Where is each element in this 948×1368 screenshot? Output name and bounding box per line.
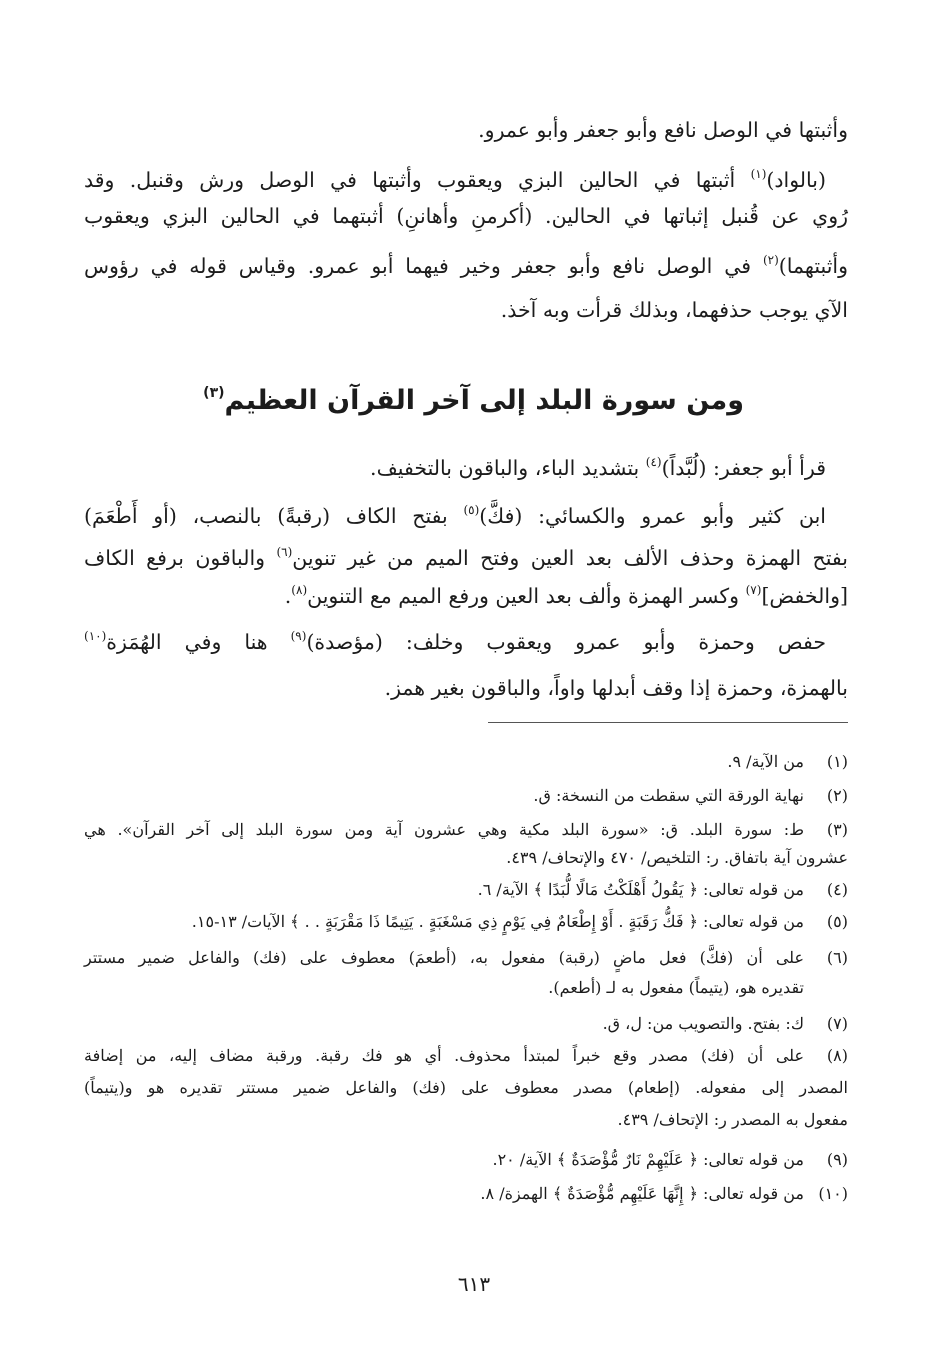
text: بالهمزة، وحمزة إذا وقف أبدلها واواً، والباقون بغير همز. <box>384 676 848 700</box>
paragraph-4-line-1 <box>84 504 826 527</box>
footnote-ref[interactable]: (٤) <box>645 455 662 469</box>
footnote-text: تقديره هو، (يتيماً) مفعول به لـ (أطعم). <box>548 978 804 997</box>
footnote-text: ط: سورة البلد. ق: «سورة البلد مكية وهي عشرون آية ومن سورة البلد إلى آخر القرآن». هي <box>84 820 804 839</box>
text: وأثبتها في الوصل نافع وأبو جعفر وأبو عمرو. <box>478 118 848 142</box>
footnote-number: (٧) <box>826 1014 848 1033</box>
text: وكسر الهمزة وألف بعد العين ورفع الميم مع التنوين <box>307 584 746 608</box>
heading-text: ومن سورة البلد إلى آخر القرآن العظيم <box>224 385 744 416</box>
footnote-ref[interactable]: (٣) <box>203 385 225 401</box>
footnote-text: من قوله تعالى: ﴿ فَكُّ رَقَبَةٍ . أَوْ إِطْعَامٌ فِي يَوْمٍ ذِي مَسْغَبَةٍ . يَتِيمًا ذَا مَقْرَبَةٍ . . ﴾ الآيات/ ١٣-١٥. <box>191 912 804 931</box>
text: بفتح الكاف (رقبةً) بالنصب، (أو أَطْعَمَ) <box>84 504 464 528</box>
footnote-ref[interactable]: (٩) <box>290 629 307 643</box>
paragraph-5-line-2 <box>84 678 848 699</box>
text: في الوصل نافع وأبو جعفر وخير فيهما أبو عمرو. وقياس قوله في رؤوس <box>84 254 763 278</box>
footnote-divider <box>488 722 848 723</box>
footnote-text: مفعول به المصدر ر: الإتحاف/ ٤٣٩. <box>617 1110 848 1129</box>
footnote-text: من قوله تعالى: ﴿ يَقُولُ أَهْلَكْتُ مَالًا لُّبَدًا ﴾ الآية/ ٦. <box>477 880 804 899</box>
paragraph-2-line-2 <box>84 206 848 227</box>
text: بتشديد الباء، والباقون بالتخفيف. <box>370 456 646 480</box>
paragraph-2-line-1 <box>84 168 826 191</box>
footnote-number: (٤) <box>826 880 848 899</box>
footnote-number: (٦) <box>826 948 848 967</box>
footnote-ref[interactable]: (٢) <box>762 253 779 267</box>
text: رُوي عن قُنبل إثباتها في الحالين. (أكرمنِ وأهاننِ) أثبتهما في الحالين البزي ويعقوب <box>84 204 848 228</box>
footnote-text: على أن (فك) مصدر وقع خبراً لمبتدأ محذوف. أي هو فك رقبة. ورقبة مضاف إليه، من إضافة <box>84 1046 804 1065</box>
footnote-number: (٩) <box>826 1150 848 1169</box>
footnote-ref[interactable]: (١) <box>750 167 767 181</box>
footnote-text: المصدر إلى مفعوله. (إطعام) مصدر معطوف على (فك) والفاعل ضمير مستتر تقديره هو و(يتيماً) <box>84 1078 848 1097</box>
footnote-number: (٥) <box>826 912 848 931</box>
text: ابن كثير وأبو عمرو والكسائي: (فكَّ) <box>479 504 826 528</box>
paragraph-4-line-2 <box>84 546 848 569</box>
text: . <box>284 584 292 608</box>
footnote-number: (٣) <box>826 820 848 839</box>
paragraph-3-line-1 <box>84 456 826 479</box>
paragraph-2-line-4 <box>84 300 848 321</box>
text: قرأ أبو جعفر: (لُبَّداً) <box>661 456 826 480</box>
paragraph-4-line-3 <box>84 584 848 607</box>
text: هنا وفي الهُمَزة <box>106 630 291 654</box>
footnote-text: ك: بفتح. والتصويب من: ل، ق. <box>602 1014 804 1033</box>
text: [والخفض] <box>761 584 848 608</box>
footnote-number: (١) <box>826 752 848 771</box>
footnote-number: (٢) <box>826 786 848 805</box>
footnote-text: على أن (فكَّ) فعل ماضٍ (رقبة) مفعول به، (أطعمَ) معطوف على (فك) والفاعل ضمير مستتر <box>84 948 804 967</box>
text: وأثبتهما) <box>778 254 848 278</box>
footnote-ref[interactable]: (٨) <box>291 583 308 597</box>
footnote-number: (١٠) <box>818 1184 848 1203</box>
text: بفتح الهمزة وحذف الألف بعد العين وفتح الميم من غير تنوين <box>292 546 848 570</box>
footnote-text: عشرون آية باتفاق. ر: التلخيص/ ٤٧٠ والإتحاف/ ٤٣٩. <box>506 848 848 867</box>
text: حفص وحمزة وأبو عمرو ويعقوب وخلف: (مؤصدة) <box>306 630 826 654</box>
footnote-ref[interactable]: (٧) <box>745 583 762 597</box>
footnote-text: نهاية الورقة التي سقطت من النسخة: ق. <box>533 786 804 805</box>
paragraph-5-line-1 <box>84 630 826 653</box>
footnote-number: (٨) <box>826 1046 848 1065</box>
text: أثبتها في الحالين البزي ويعقوب وأثبتها في الوصل ورش وقنبل. وقد <box>84 168 751 192</box>
footnote-text: من قوله تعالى: ﴿ إِنَّهَا عَلَيْهِم مُّؤْصَدَةٌ ﴾ الهمزة/ ٨. <box>480 1184 804 1203</box>
footnote-ref[interactable]: (١٠) <box>84 629 107 643</box>
footnote-ref[interactable]: (٦) <box>276 545 293 559</box>
text: (بالواد) <box>766 168 826 192</box>
footnote-text: من الآية/ ٩. <box>727 752 804 771</box>
text: والباقون برفع الكاف <box>84 546 277 570</box>
paragraph-2-line-3 <box>84 254 848 277</box>
page-number: ٦١٣ <box>457 1272 491 1296</box>
text: الآي يوجب حذفهما، وبذلك قرأت وبه آخذ. <box>500 298 848 322</box>
footnote-ref[interactable]: (٥) <box>463 503 480 517</box>
section-heading <box>203 386 744 414</box>
footnote-text: من قوله تعالى: ﴿ عَلَيْهِمْ نَارٌ مُّؤْصَدَةٌ ﴾ الآية/ ٢٠. <box>492 1150 804 1169</box>
paragraph-1-line-1 <box>84 120 848 141</box>
